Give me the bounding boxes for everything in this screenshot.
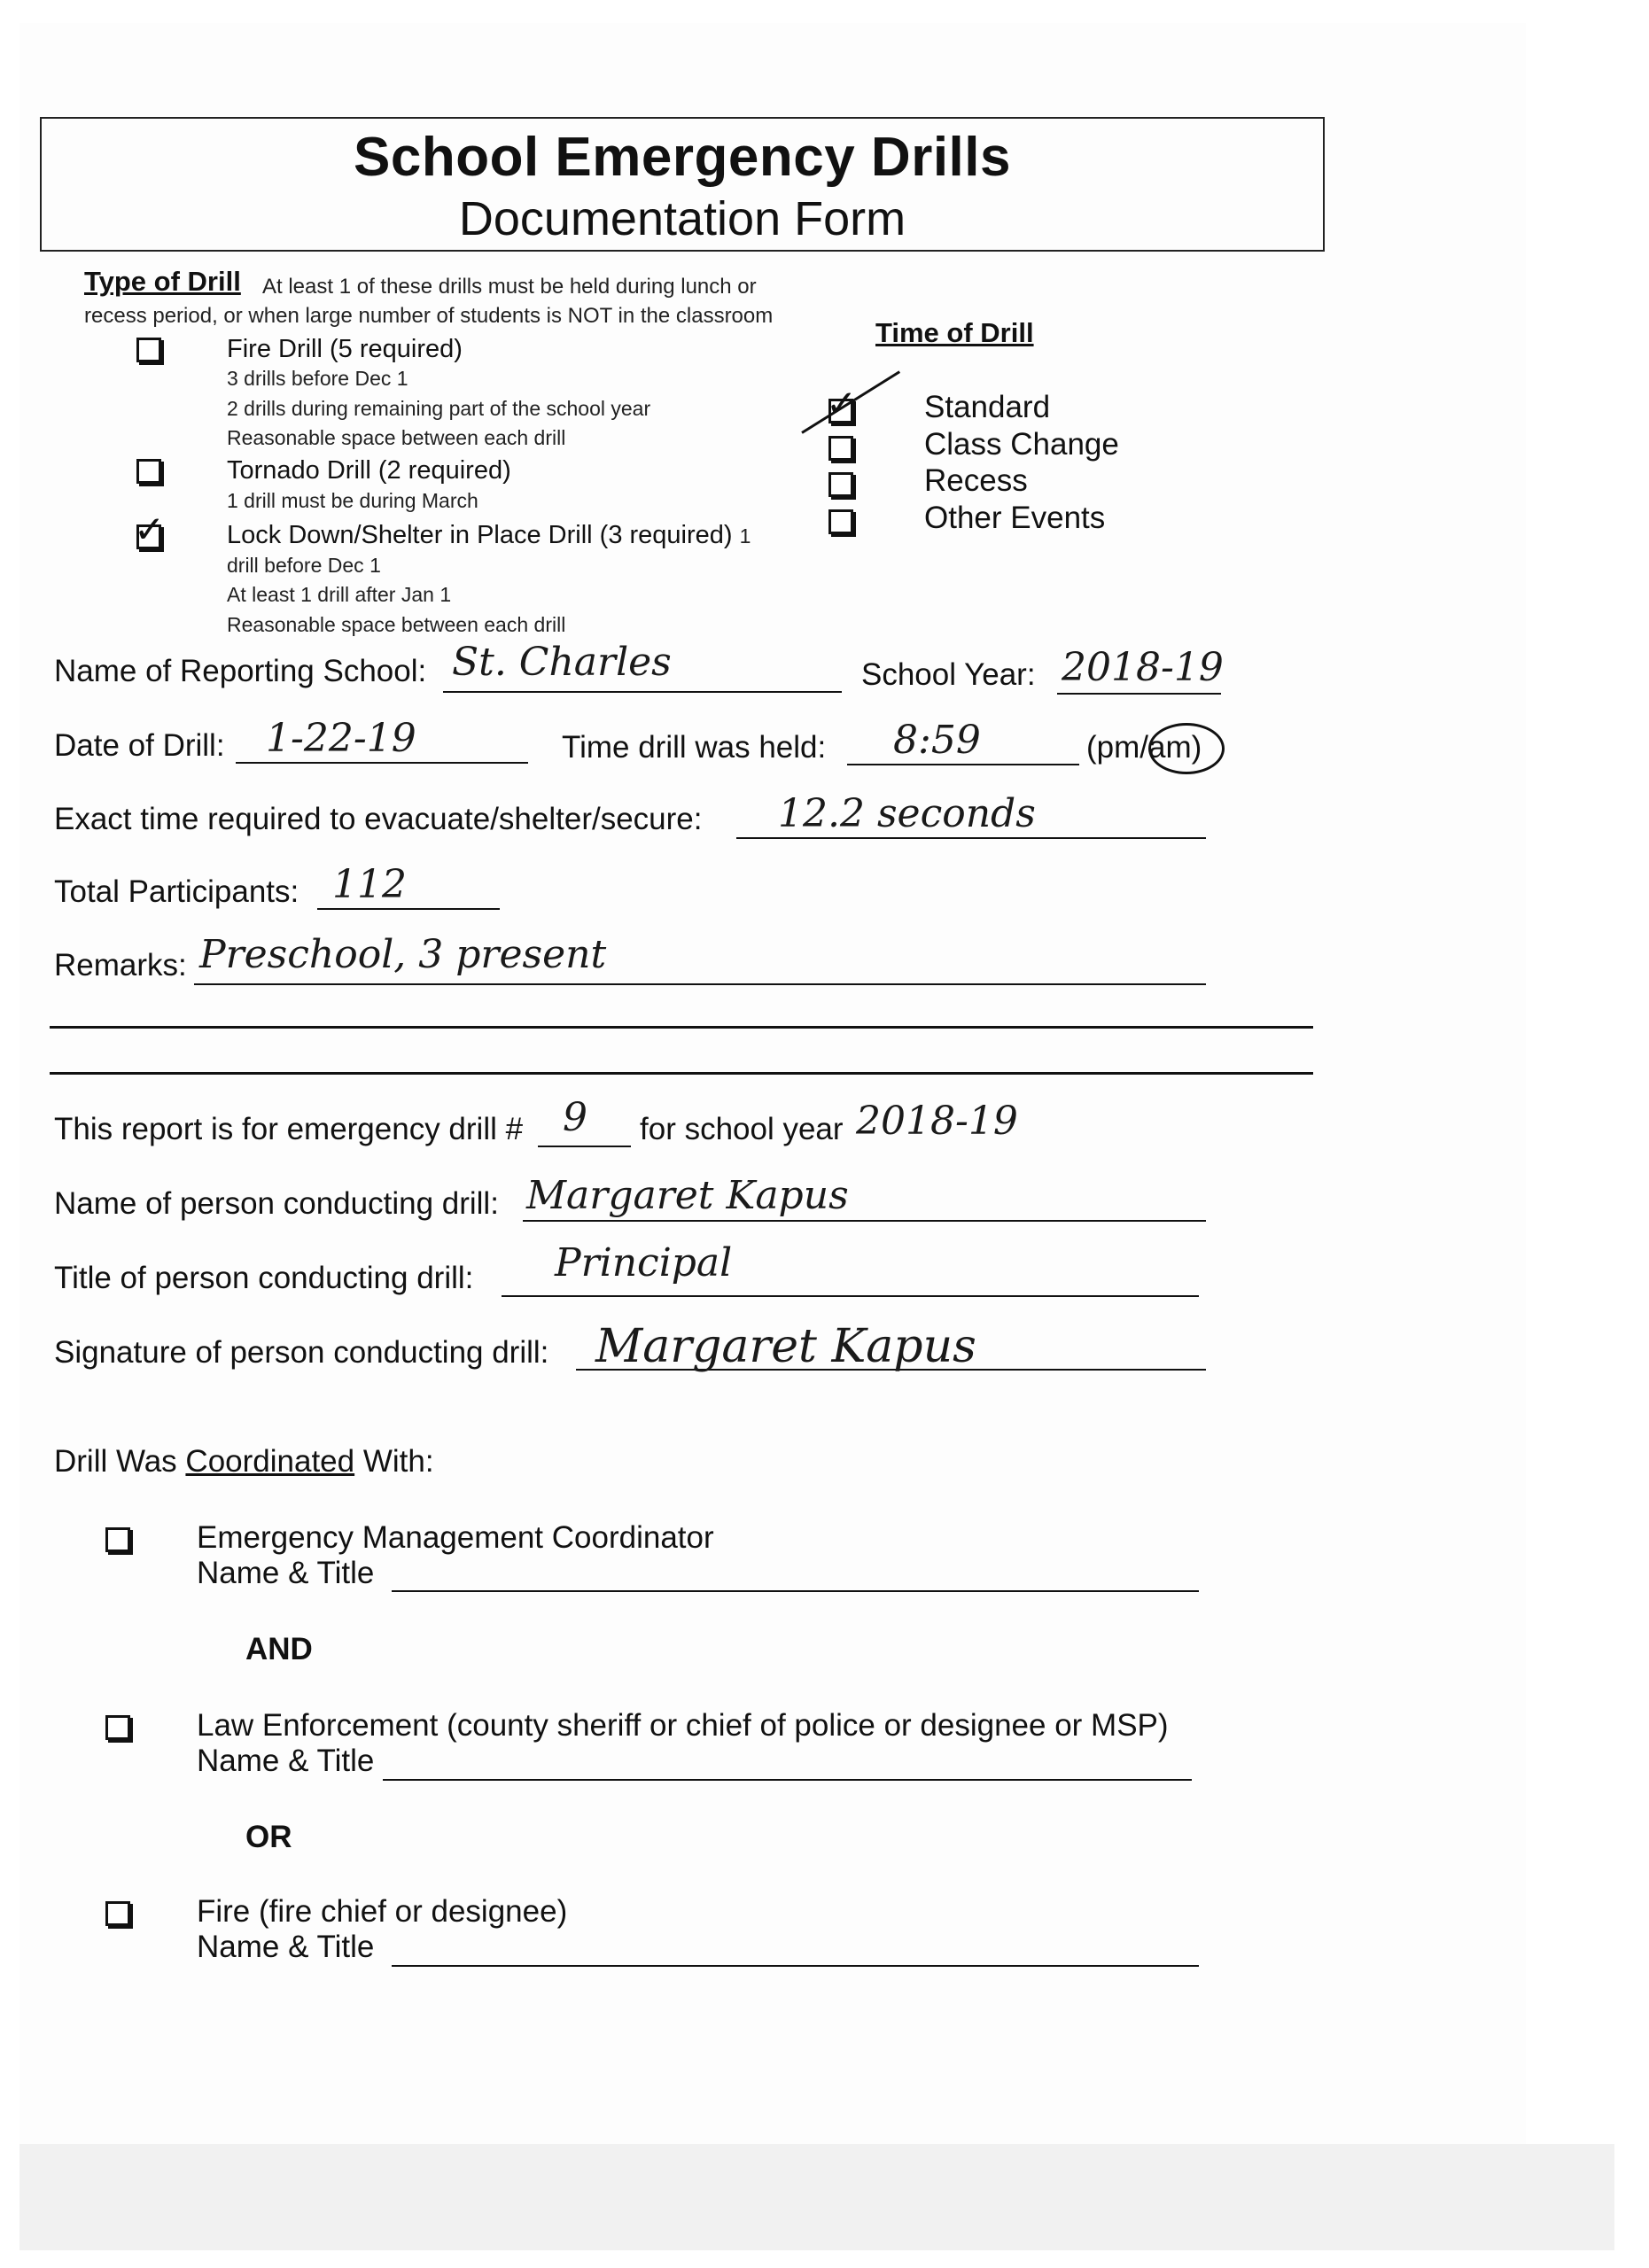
coordinated-underlined: Coordinated — [185, 1444, 355, 1479]
law-enforcement-checkbox[interactable] — [105, 1715, 130, 1740]
conductor-name-label: Name of person conducting drill: — [54, 1186, 499, 1221]
for-year-label: for school year — [640, 1112, 844, 1146]
drill-number-value[interactable]: 9 — [563, 1095, 587, 1140]
or-label: OR — [245, 1820, 292, 1854]
time-recess-checkbox[interactable] — [828, 472, 853, 497]
exact-time-line — [736, 837, 1206, 839]
emc-name-title-label: Name & Title — [197, 1556, 375, 1590]
time-standard-label: Standard — [924, 390, 1051, 424]
school-year-line — [1057, 693, 1221, 695]
emc-checkbox[interactable] — [105, 1527, 130, 1552]
school-name-value[interactable]: St. Charles — [452, 640, 672, 685]
time-other-events-checkbox[interactable] — [828, 509, 853, 534]
tornado-drill-label: Tornado Drill (2 required) — [227, 456, 511, 485]
am-pm-label: (pm/am) — [1086, 730, 1202, 765]
signature-value[interactable]: Margaret Kapus — [595, 1320, 976, 1373]
fire-name-title-label: Name & Title — [197, 1930, 375, 1964]
time-class-change-checkbox[interactable] — [828, 436, 853, 461]
school-name-line — [443, 691, 842, 693]
lockdown-drill-sub-3: Reasonable space between each drill — [227, 613, 566, 636]
type-of-drill-note-1: At least 1 of these drills must be held during lunch or — [262, 275, 757, 299]
time-of-drill-heading: Time of Drill — [875, 317, 1034, 348]
time-recess-label: Recess — [924, 463, 1028, 498]
emc-label: Emergency Management Coordinator — [197, 1520, 714, 1555]
school-year-label: School Year: — [861, 657, 1036, 692]
time-class-change-label: Class Change — [924, 427, 1119, 462]
law-name-title-label: Name & Title — [197, 1744, 375, 1778]
exact-time-value[interactable]: 12.2 seconds — [778, 791, 1036, 836]
for-year-value[interactable]: 2018-19 — [856, 1099, 1018, 1144]
participants-line — [317, 908, 500, 910]
conductor-title-value[interactable]: Principal — [555, 1240, 733, 1285]
remarks-label: Remarks: — [54, 948, 187, 983]
scan-edge — [19, 2144, 1614, 2250]
date-line — [236, 762, 528, 764]
time-held-value[interactable]: 8:59 — [893, 718, 981, 763]
remarks-rule-2 — [50, 1072, 1313, 1075]
coordinated-heading — [54, 1444, 434, 1480]
lockdown-drill-sub-1: drill before Dec 1 — [227, 554, 381, 577]
law-enforcement-label: Law Enforcement (county sheriff or chief of police or designee or MSP) — [197, 1708, 1169, 1743]
signature-label: Signature of person conducting drill: — [54, 1335, 549, 1370]
lockdown-drill-label — [227, 521, 751, 550]
remarks-rule-1 — [50, 1026, 1313, 1029]
conductor-title-label: Title of person conducting drill: — [54, 1261, 474, 1295]
fire-chief-checkbox[interactable] — [105, 1901, 130, 1926]
date-label: Date of Drill: — [54, 728, 225, 763]
lockdown-drill-checkbox[interactable] — [136, 524, 161, 549]
law-name-title-line[interactable] — [383, 1779, 1192, 1781]
tornado-drill-checkbox[interactable] — [136, 459, 161, 484]
type-of-drill-heading: Type of Drill — [84, 266, 241, 297]
lockdown-drill-label-suffix: 1 — [739, 524, 751, 548]
title-box — [40, 117, 1325, 252]
tornado-drill-sub-1: 1 drill must be during March — [227, 489, 478, 512]
emc-name-title-line[interactable] — [392, 1590, 1199, 1592]
school-name-label: Name of Reporting School: — [54, 654, 427, 688]
fire-drill-label: Fire Drill (5 required) — [227, 335, 463, 363]
lockdown-drill-label-text: Lock Down/Shelter in Place Drill (3 required) — [227, 521, 733, 549]
form-subtitle: Documentation Form — [458, 192, 906, 245]
type-of-drill-note-2: recess period, or when large number of students is NOT in the classroom — [84, 304, 774, 328]
time-other-events-label: Other Events — [924, 501, 1106, 535]
time-held-label: Time drill was held: — [562, 730, 827, 765]
fire-drill-sub-2: 2 drills during remaining part of the school year — [227, 397, 651, 420]
date-value[interactable]: 1-22-19 — [266, 716, 416, 761]
participants-label: Total Participants: — [54, 874, 299, 909]
participants-value[interactable]: 112 — [332, 862, 407, 907]
fire-name-title-line[interactable] — [392, 1965, 1199, 1967]
fire-drill-sub-3: Reasonable space between each drill — [227, 426, 566, 449]
drill-number-label: This report is for emergency drill # — [54, 1112, 524, 1146]
lockdown-drill-sub-2: At least 1 drill after Jan 1 — [227, 583, 452, 606]
coordinated-suffix: With: — [362, 1444, 434, 1479]
drill-number-line — [538, 1146, 631, 1147]
time-held-line — [847, 764, 1079, 765]
and-label: AND — [245, 1632, 313, 1666]
school-year-value[interactable]: 2018-19 — [1062, 645, 1224, 690]
remarks-value[interactable]: Preschool, 3 present — [199, 932, 607, 977]
conductor-title-line — [502, 1295, 1199, 1297]
conductor-name-line — [523, 1220, 1206, 1222]
form-title: School Emergency Drills — [354, 127, 1011, 188]
am-circle-mark — [1148, 723, 1225, 774]
fire-chief-label: Fire (fire chief or designee) — [197, 1894, 568, 1929]
exact-time-label: Exact time required to evacuate/shelter/secure: — [54, 802, 703, 836]
fire-drill-checkbox[interactable] — [136, 338, 161, 362]
conductor-name-value[interactable]: Margaret Kapus — [526, 1173, 849, 1218]
coordinated-prefix: Drill Was — [54, 1444, 177, 1479]
fire-drill-sub-1: 3 drills before Dec 1 — [227, 367, 408, 390]
remarks-line — [194, 983, 1206, 985]
